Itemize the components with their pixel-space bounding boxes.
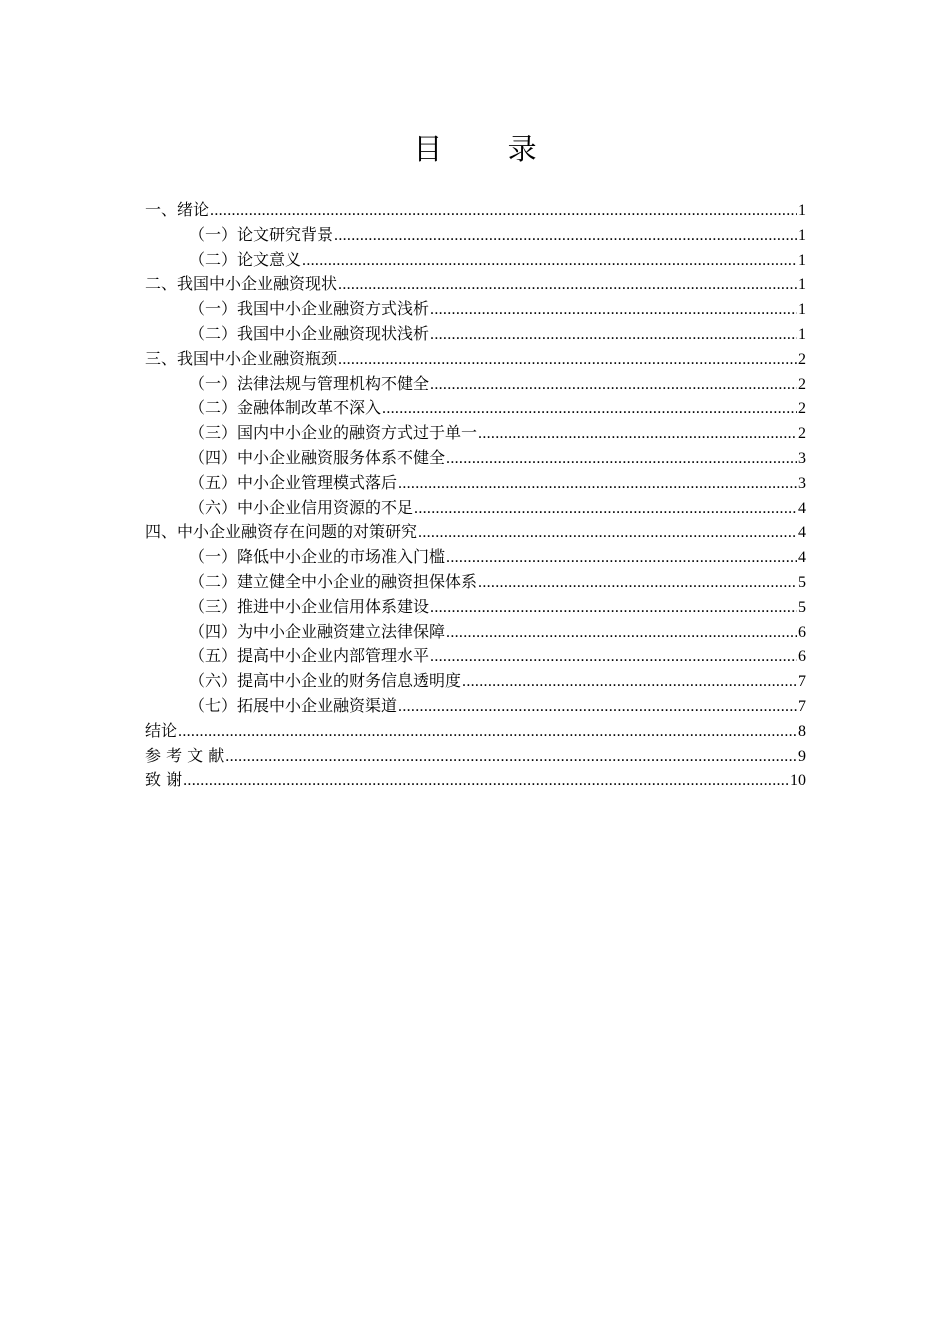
toc-page-number: 7 xyxy=(798,697,806,715)
toc-entry-label: （七）拓展中小企业融资渠道 xyxy=(189,695,398,715)
toc-page-number: 4 xyxy=(798,549,806,567)
toc-entry[interactable] xyxy=(145,694,806,719)
toc-entry[interactable] xyxy=(145,446,806,471)
toc-page-number: 2 xyxy=(798,425,806,443)
dot-leader xyxy=(430,596,797,621)
dot-leader xyxy=(430,645,797,670)
toc-entry-label: （一）我国中小企业融资方式浅析 xyxy=(189,299,430,319)
toc-entry[interactable] xyxy=(145,644,806,669)
dot-leader xyxy=(430,298,797,323)
toc-entry-label: 参 考 文 献 xyxy=(145,745,225,765)
toc-page-number: 6 xyxy=(798,623,806,641)
toc-entry[interactable] xyxy=(145,744,806,769)
dot-leader xyxy=(338,348,797,373)
dot-leader xyxy=(398,472,797,497)
dot-leader xyxy=(178,720,797,745)
toc-entry-label: （一）降低中小企业的市场准入门槛 xyxy=(189,547,446,567)
dot-leader xyxy=(338,273,797,298)
toc-entry[interactable] xyxy=(145,396,806,421)
toc-entry[interactable] xyxy=(145,347,806,372)
dot-leader xyxy=(210,199,797,224)
toc-entry-label: （一）论文研究背景 xyxy=(189,224,334,244)
toc-entry[interactable] xyxy=(145,768,806,793)
dot-leader xyxy=(183,769,789,794)
toc-page-number: 1 xyxy=(798,301,806,319)
dot-leader xyxy=(446,447,797,472)
table-of-contents xyxy=(145,198,806,793)
toc-page-number: 1 xyxy=(798,251,806,269)
dot-leader xyxy=(382,397,797,422)
dot-leader xyxy=(462,670,797,695)
toc-page-number: 1 xyxy=(798,202,806,219)
toc-page-number: 2 xyxy=(798,400,806,418)
toc-entry[interactable] xyxy=(145,272,806,297)
page-title: 目 录 xyxy=(413,132,565,166)
toc-page-number: 2 xyxy=(798,350,806,368)
toc-page-number: 1 xyxy=(798,226,806,244)
toc-entry-label: 二、我国中小企业融资现状 xyxy=(145,274,338,294)
toc-entry[interactable] xyxy=(145,719,806,744)
toc-page-number: 5 xyxy=(798,573,806,591)
toc-entry-label: （一）法律法规与管理机构不健全 xyxy=(189,373,430,393)
toc-page-number: 2 xyxy=(798,375,806,393)
dot-leader xyxy=(446,621,797,646)
toc-entry[interactable] xyxy=(145,496,806,521)
dot-leader xyxy=(225,745,797,770)
toc-entry-label: （三）推进中小企业信用体系建设 xyxy=(189,596,430,616)
toc-page-number: 3 xyxy=(798,474,806,492)
dot-leader xyxy=(414,497,797,522)
toc-page-number: 1 xyxy=(798,276,806,294)
toc-entry-label: （二）金融体制改革不深入 xyxy=(189,398,382,418)
dot-leader xyxy=(478,422,797,447)
toc-entry-label: 三、我国中小企业融资瓶颈 xyxy=(145,348,338,368)
dot-leader xyxy=(478,571,797,596)
toc-entry[interactable] xyxy=(145,520,806,545)
dot-leader xyxy=(446,546,797,571)
toc-page-number: 4 xyxy=(798,524,806,542)
toc-entry-label: （四）为中小企业融资建立法律保障 xyxy=(189,621,446,641)
toc-entry-label: （四）中小企业融资服务体系不健全 xyxy=(189,447,446,467)
toc-entry-label: （二）建立健全中小企业的融资担保体系 xyxy=(189,571,478,591)
toc-entry[interactable] xyxy=(145,297,806,322)
toc-entry-label: 致 谢 xyxy=(145,770,183,790)
toc-page-number: 7 xyxy=(798,673,806,691)
toc-entry-label: （六）中小企业信用资源的不足 xyxy=(189,497,414,517)
toc-entry[interactable] xyxy=(145,223,806,248)
toc-entry[interactable] xyxy=(145,372,806,397)
toc-entry[interactable] xyxy=(145,570,806,595)
toc-entry[interactable] xyxy=(145,545,806,570)
dot-leader xyxy=(430,323,797,348)
toc-entry-label: 结论 xyxy=(145,720,178,740)
toc-page-number: 1 xyxy=(798,325,806,343)
dot-leader xyxy=(302,249,797,274)
toc-entry-label: （五）中小企业管理模式落后 xyxy=(189,472,398,492)
dot-leader xyxy=(334,224,797,249)
toc-entry-label: （三）国内中小企业的融资方式过于单一 xyxy=(189,423,478,443)
toc-entry[interactable] xyxy=(145,421,806,446)
toc-entry-label: （五）提高中小企业内部管理水平 xyxy=(189,646,430,666)
toc-entry-label: （二）论文意义 xyxy=(189,249,302,269)
toc-page-number: 4 xyxy=(798,499,806,517)
toc-entry[interactable] xyxy=(145,248,806,273)
toc-page-number: 3 xyxy=(798,449,806,467)
toc-entry[interactable] xyxy=(145,198,806,223)
dot-leader xyxy=(418,521,797,546)
dot-leader xyxy=(398,695,797,720)
toc-entry[interactable] xyxy=(145,620,806,645)
toc-entry-label: （二）我国中小企业融资现状浅析 xyxy=(189,323,430,343)
toc-page-number: 9 xyxy=(798,747,806,765)
toc-page-number: 8 xyxy=(798,722,806,740)
toc-entry[interactable] xyxy=(145,322,806,347)
dot-leader xyxy=(430,373,797,398)
toc-page-number: 6 xyxy=(798,648,806,666)
toc-page-number: 10 xyxy=(790,772,806,790)
toc-entry-label: （六）提高中小企业的财务信息透明度 xyxy=(189,671,462,691)
toc-entry[interactable] xyxy=(145,595,806,620)
toc-entry-label: 四、中小企业融资存在问题的对策研究 xyxy=(145,522,418,542)
toc-page-number: 5 xyxy=(798,598,806,616)
toc-entry[interactable] xyxy=(145,669,806,694)
toc-entry[interactable] xyxy=(145,471,806,496)
toc-entry-label: 一、绪论 xyxy=(145,200,210,219)
